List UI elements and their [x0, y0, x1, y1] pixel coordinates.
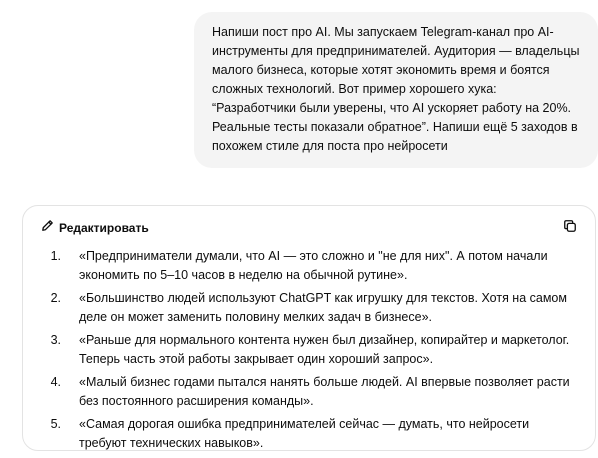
list-item-text: «Раньше для нормального контента нужен был дизайнер, копирайтер и маркетолог. Теперь часть этой работы закрывает один хороший запрос».	[79, 333, 570, 366]
list-item-number: 3.	[50, 333, 61, 347]
edit-button[interactable]	[37, 216, 153, 240]
user-message-text: Напиши пост про AI. Мы запускаем Telegram-канал про AI-инструменты для предпринимателей. Аудитория — владельцы малого бизнеса, которые хотят экономить время и боятся сложных технологий. Вот пример хорошего хука: “Разработчики были уверены, что AI ускоряет работу на 20%. Реальные тесты показали обратное”. Напиши ещё 5 заходов в похожем стиле для поста про нейросети	[212, 25, 580, 153]
list-item	[41, 289, 571, 327]
edit-button-label: Редактировать	[59, 221, 149, 235]
list-item-number: 2.	[50, 291, 61, 305]
list-item-number: 4.	[50, 375, 61, 389]
list-item	[41, 415, 571, 453]
hooks-list	[41, 247, 571, 457]
list-item-number: 5.	[50, 417, 61, 431]
copy-icon	[563, 219, 577, 238]
list-item-text: «Предприниматели думали, что AI — это сложно и "не для них". А потом начали экономить по 5–10 часов в неделю на обычной рутине».	[79, 249, 548, 282]
list-item-text: «Самая дорогая ошибка предпринимателей сейчас — думать, что нейросети требуют технических навыков».	[79, 417, 530, 450]
user-message-bubble	[194, 12, 598, 168]
list-item	[41, 331, 571, 369]
list-item-text: «Большинство людей используют ChatGPT как игрушку для текстов. Хотя на самом деле он может заменить половину мелких задач в бизнесе».	[79, 291, 567, 324]
list-item-text: «Малый бизнес годами пытался нанять больше людей. AI впервые позволяет расти без постоянного расширения команды».	[79, 375, 570, 408]
pencil-icon	[41, 219, 54, 237]
canvas-header	[37, 216, 581, 240]
canvas-card	[22, 205, 596, 451]
list-item	[41, 373, 571, 411]
list-item	[41, 247, 571, 285]
list-item-number: 1.	[50, 249, 61, 263]
copy-button[interactable]	[559, 217, 581, 239]
